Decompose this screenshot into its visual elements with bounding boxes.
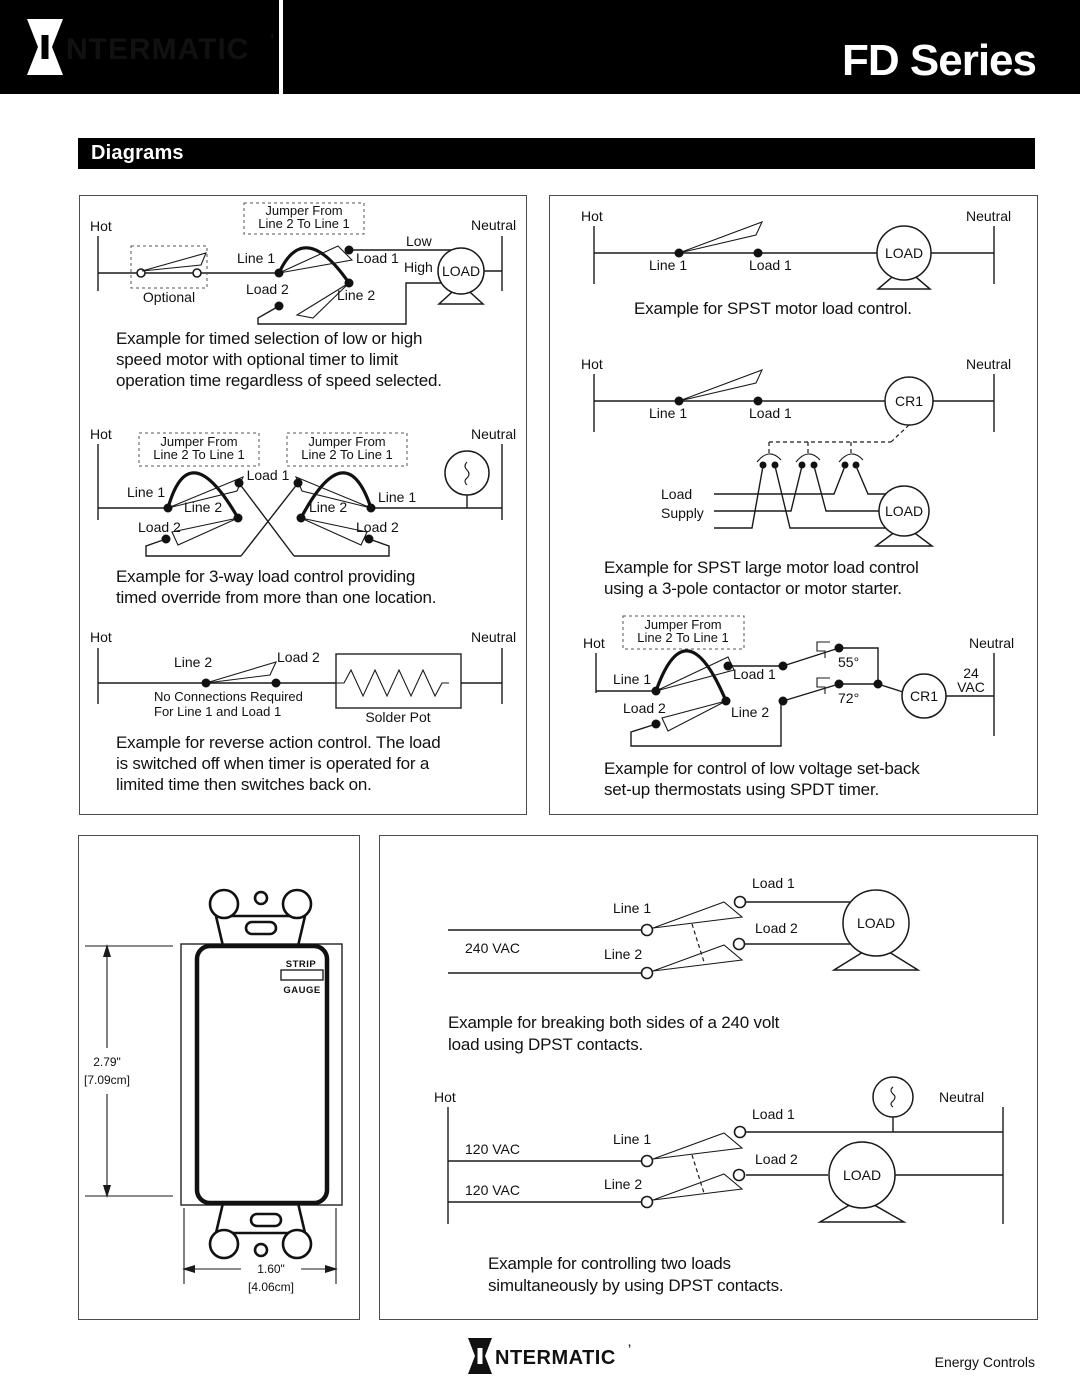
jumper-note-line2: Line 2 To Line 1 (258, 216, 350, 231)
jumper-note-line1: Jumper From (308, 434, 386, 449)
diagram-240v-dpst (448, 875, 918, 1054)
diagram-canvas-top-left (80, 196, 523, 811)
optional-timer-box (131, 246, 207, 288)
label-hot: Hot (90, 629, 112, 645)
caption-line: set-up thermostats using SPDT timer. (604, 780, 879, 799)
switch-blade (172, 518, 238, 545)
jumper-note-line2: Line 2 To Line 1 (153, 447, 245, 462)
label-line2: Line 2 (731, 704, 770, 720)
label-load2: Load 2 (277, 649, 320, 665)
diagram-canvas-top-right (550, 196, 1034, 811)
caption-line: timed override from more than one location. (116, 588, 437, 607)
label-load-motor: LOAD (884, 245, 924, 261)
label-neutral: Neutral (471, 426, 517, 442)
label-hot: Hot (581, 356, 603, 372)
label-gauge: GAUGE (283, 985, 321, 996)
dimension-height (84, 944, 173, 1198)
label-high: High (404, 259, 433, 275)
label-load2: Load 2 (755, 920, 798, 936)
diagram-reverse-action (90, 629, 516, 794)
caption-line: limited time then switches back on. (116, 775, 372, 794)
diagram-spst-motor (581, 208, 1011, 318)
label-load2: Load 2 (755, 1151, 798, 1167)
label-hot: Hot (90, 426, 112, 442)
label-setpoint-72: 72° (838, 690, 860, 706)
contact-pole (839, 454, 863, 462)
caption-line: using a 3-pole contactor or motor starter. (604, 579, 902, 598)
label-load-motor: LOAD (441, 263, 481, 279)
label-load-motor: LOAD (842, 1167, 882, 1183)
caption-line: Example for control of low voltage set-back (604, 759, 920, 778)
switch-blade (653, 1174, 742, 1200)
label-load2: Load 2 (356, 519, 399, 535)
jumper-note-line2: Line 2 To Line 1 (637, 630, 729, 645)
label-neutral: Neutral (939, 1089, 985, 1105)
caption-line: speed motor with optional timer to limit (116, 350, 399, 369)
note-line1: No Connections Required (154, 689, 303, 704)
thermostat-symbol (817, 678, 830, 694)
label-vac: VAC (957, 679, 985, 695)
caption-line: Example for SPST large motor load control (604, 558, 919, 577)
label-cr1: CR1 (894, 393, 924, 409)
contact-pole (796, 454, 820, 462)
label-neutral: Neutral (966, 356, 1012, 372)
caption-line: simultaneously by using DPST contacts. (488, 1276, 784, 1295)
jumper-note-line1: Jumper From (265, 203, 343, 218)
label-neutral: Neutral (969, 635, 1015, 651)
label-line1: Line 1 (613, 900, 652, 916)
label-load1: Load 1 (752, 1106, 795, 1122)
caption-line: Example for controlling two loads (488, 1254, 731, 1273)
footer-tagline: Energy Controls (934, 1354, 1035, 1370)
label-line2: Line 2 (337, 287, 376, 303)
switch-blade (679, 370, 762, 401)
label-24: 24 (963, 665, 979, 681)
dim-width-in: 1.60" (257, 1262, 285, 1276)
label-neutral: Neutral (471, 217, 517, 233)
thermostat-symbol (817, 642, 830, 658)
label-120vac-2: 120 VAC (465, 1182, 520, 1198)
label-line1: Line 1 (649, 257, 688, 273)
jumper-note-line2: Line 2 To Line 1 (301, 447, 393, 462)
contact-pole (757, 454, 781, 462)
label-strip: STRIP (285, 959, 317, 970)
label-line2: Line 2 (184, 499, 223, 515)
mounting-slot (251, 1214, 281, 1226)
label-load1: Load 1 (246, 467, 290, 483)
switch-blade (653, 1133, 742, 1159)
label-load1: Load 1 (749, 257, 792, 273)
label-neutral: Neutral (966, 208, 1012, 224)
label-load1: Load 1 (752, 875, 795, 891)
caption-line: load using DPST contacts. (448, 1035, 644, 1054)
diagram-timed-selection (90, 203, 516, 390)
brand-text: NTERMATIC (495, 1347, 616, 1369)
footer-intermatic-logo (468, 1337, 648, 1377)
label-load-supply-1: Load (661, 486, 693, 502)
dim-width-cm: [4.06cm] (247, 1280, 295, 1294)
label-line2: Line 2 (309, 499, 348, 515)
label-cr1: CR1 (909, 688, 939, 704)
brand-mark: ’ (270, 31, 275, 48)
section-title: Diagrams (91, 142, 184, 164)
label-load2: Load 2 (246, 281, 289, 297)
caption-line: Example for timed selection of low or high (116, 329, 423, 348)
label-load1: Load 1 (356, 250, 399, 266)
label-line1: Line 1 (613, 1131, 652, 1147)
label-line1: Line 1 (378, 489, 417, 505)
label-setpoint-55: 55° (838, 654, 860, 670)
panel-device-dimensions (78, 835, 360, 1320)
diagram-two-loads-dpst (434, 1077, 1003, 1295)
caption-line: is switched off when timer is operated for a (116, 754, 430, 773)
label-hot: Hot (583, 635, 605, 651)
panel-spst-contactor-thermostat (549, 195, 1038, 815)
header-divider (279, 0, 283, 94)
label-solder-pot: Solder Pot (365, 709, 431, 725)
caption-line: Example for 3-way load control providing (116, 567, 416, 586)
diagram-thermostat (583, 616, 1014, 799)
switch-blade (656, 657, 734, 691)
solder-pot-box (336, 654, 461, 708)
jumper-arc (656, 651, 726, 701)
label-hot: Hot (90, 218, 112, 234)
label-line1: Line 1 (649, 405, 688, 421)
label-240vac: 240 VAC (465, 940, 520, 956)
caption-line: Example for reverse action control. The load (116, 733, 441, 752)
note-line2: For Line 1 and Load 1 (154, 704, 282, 719)
brand-text: NTERMATIC (66, 33, 250, 66)
jumper-note-line1: Jumper From (160, 434, 238, 449)
caption-line: Example for breaking both sides of a 240 volt (448, 1013, 780, 1032)
switch-blade (679, 222, 762, 253)
switch-blade (662, 701, 726, 731)
caption-line: operation time regardless of speed selected. (116, 371, 442, 390)
panel-dpst (379, 835, 1038, 1320)
label-line2: Line 2 (174, 654, 213, 670)
switch-blade (653, 945, 742, 971)
label-hot: Hot (581, 208, 603, 224)
lamp (445, 451, 489, 495)
label-neutral: Neutral (471, 629, 517, 645)
label-line2: Line 2 (604, 1176, 643, 1192)
intermatic-logo-icon (27, 18, 287, 78)
label-line1: Line 1 (237, 250, 276, 266)
label-load-supply-2: Supply (661, 505, 704, 521)
label-line1: Line 1 (127, 484, 166, 500)
label-load-motor: LOAD (856, 915, 896, 931)
label-optional: Optional (142, 289, 196, 305)
label-line2: Line 2 (604, 946, 643, 962)
label-load1: Load 1 (733, 666, 776, 682)
jumper-note-line1: Jumper From (644, 617, 722, 632)
mounting-ears-bottom (210, 1203, 311, 1258)
lamp (873, 1077, 913, 1117)
label-load2: Load 2 (623, 700, 666, 716)
device-drawing (79, 836, 356, 1316)
label-120vac-1: 120 VAC (465, 1141, 520, 1157)
mounting-ears-top (210, 890, 311, 946)
label-load1: Load 1 (749, 405, 792, 421)
diagram-contactor (581, 356, 1011, 598)
caption-line: Example for SPST motor load control. (634, 299, 912, 318)
diagram-canvas-bottom-right (380, 836, 1034, 1316)
switch-blade (206, 662, 276, 683)
jumper-arc (279, 248, 349, 283)
label-load2: Load 2 (138, 519, 181, 535)
strip-gauge-slot (281, 970, 323, 980)
label-line1: Line 1 (613, 671, 652, 687)
mounting-slot (246, 922, 276, 934)
label-low: Low (406, 233, 432, 249)
label-load-motor: LOAD (884, 503, 924, 519)
section-banner (78, 138, 1035, 169)
brand-mark: ’ (628, 1343, 632, 1355)
panel-timed-3way-reverse (79, 195, 527, 815)
dim-height-cm: [7.09cm] (83, 1073, 131, 1087)
switch-blade (653, 902, 742, 928)
dim-height-in: 2.79" (93, 1055, 121, 1069)
diagram-3way (90, 426, 516, 607)
page-title: FD Series (842, 36, 1036, 85)
label-hot: Hot (434, 1089, 456, 1105)
